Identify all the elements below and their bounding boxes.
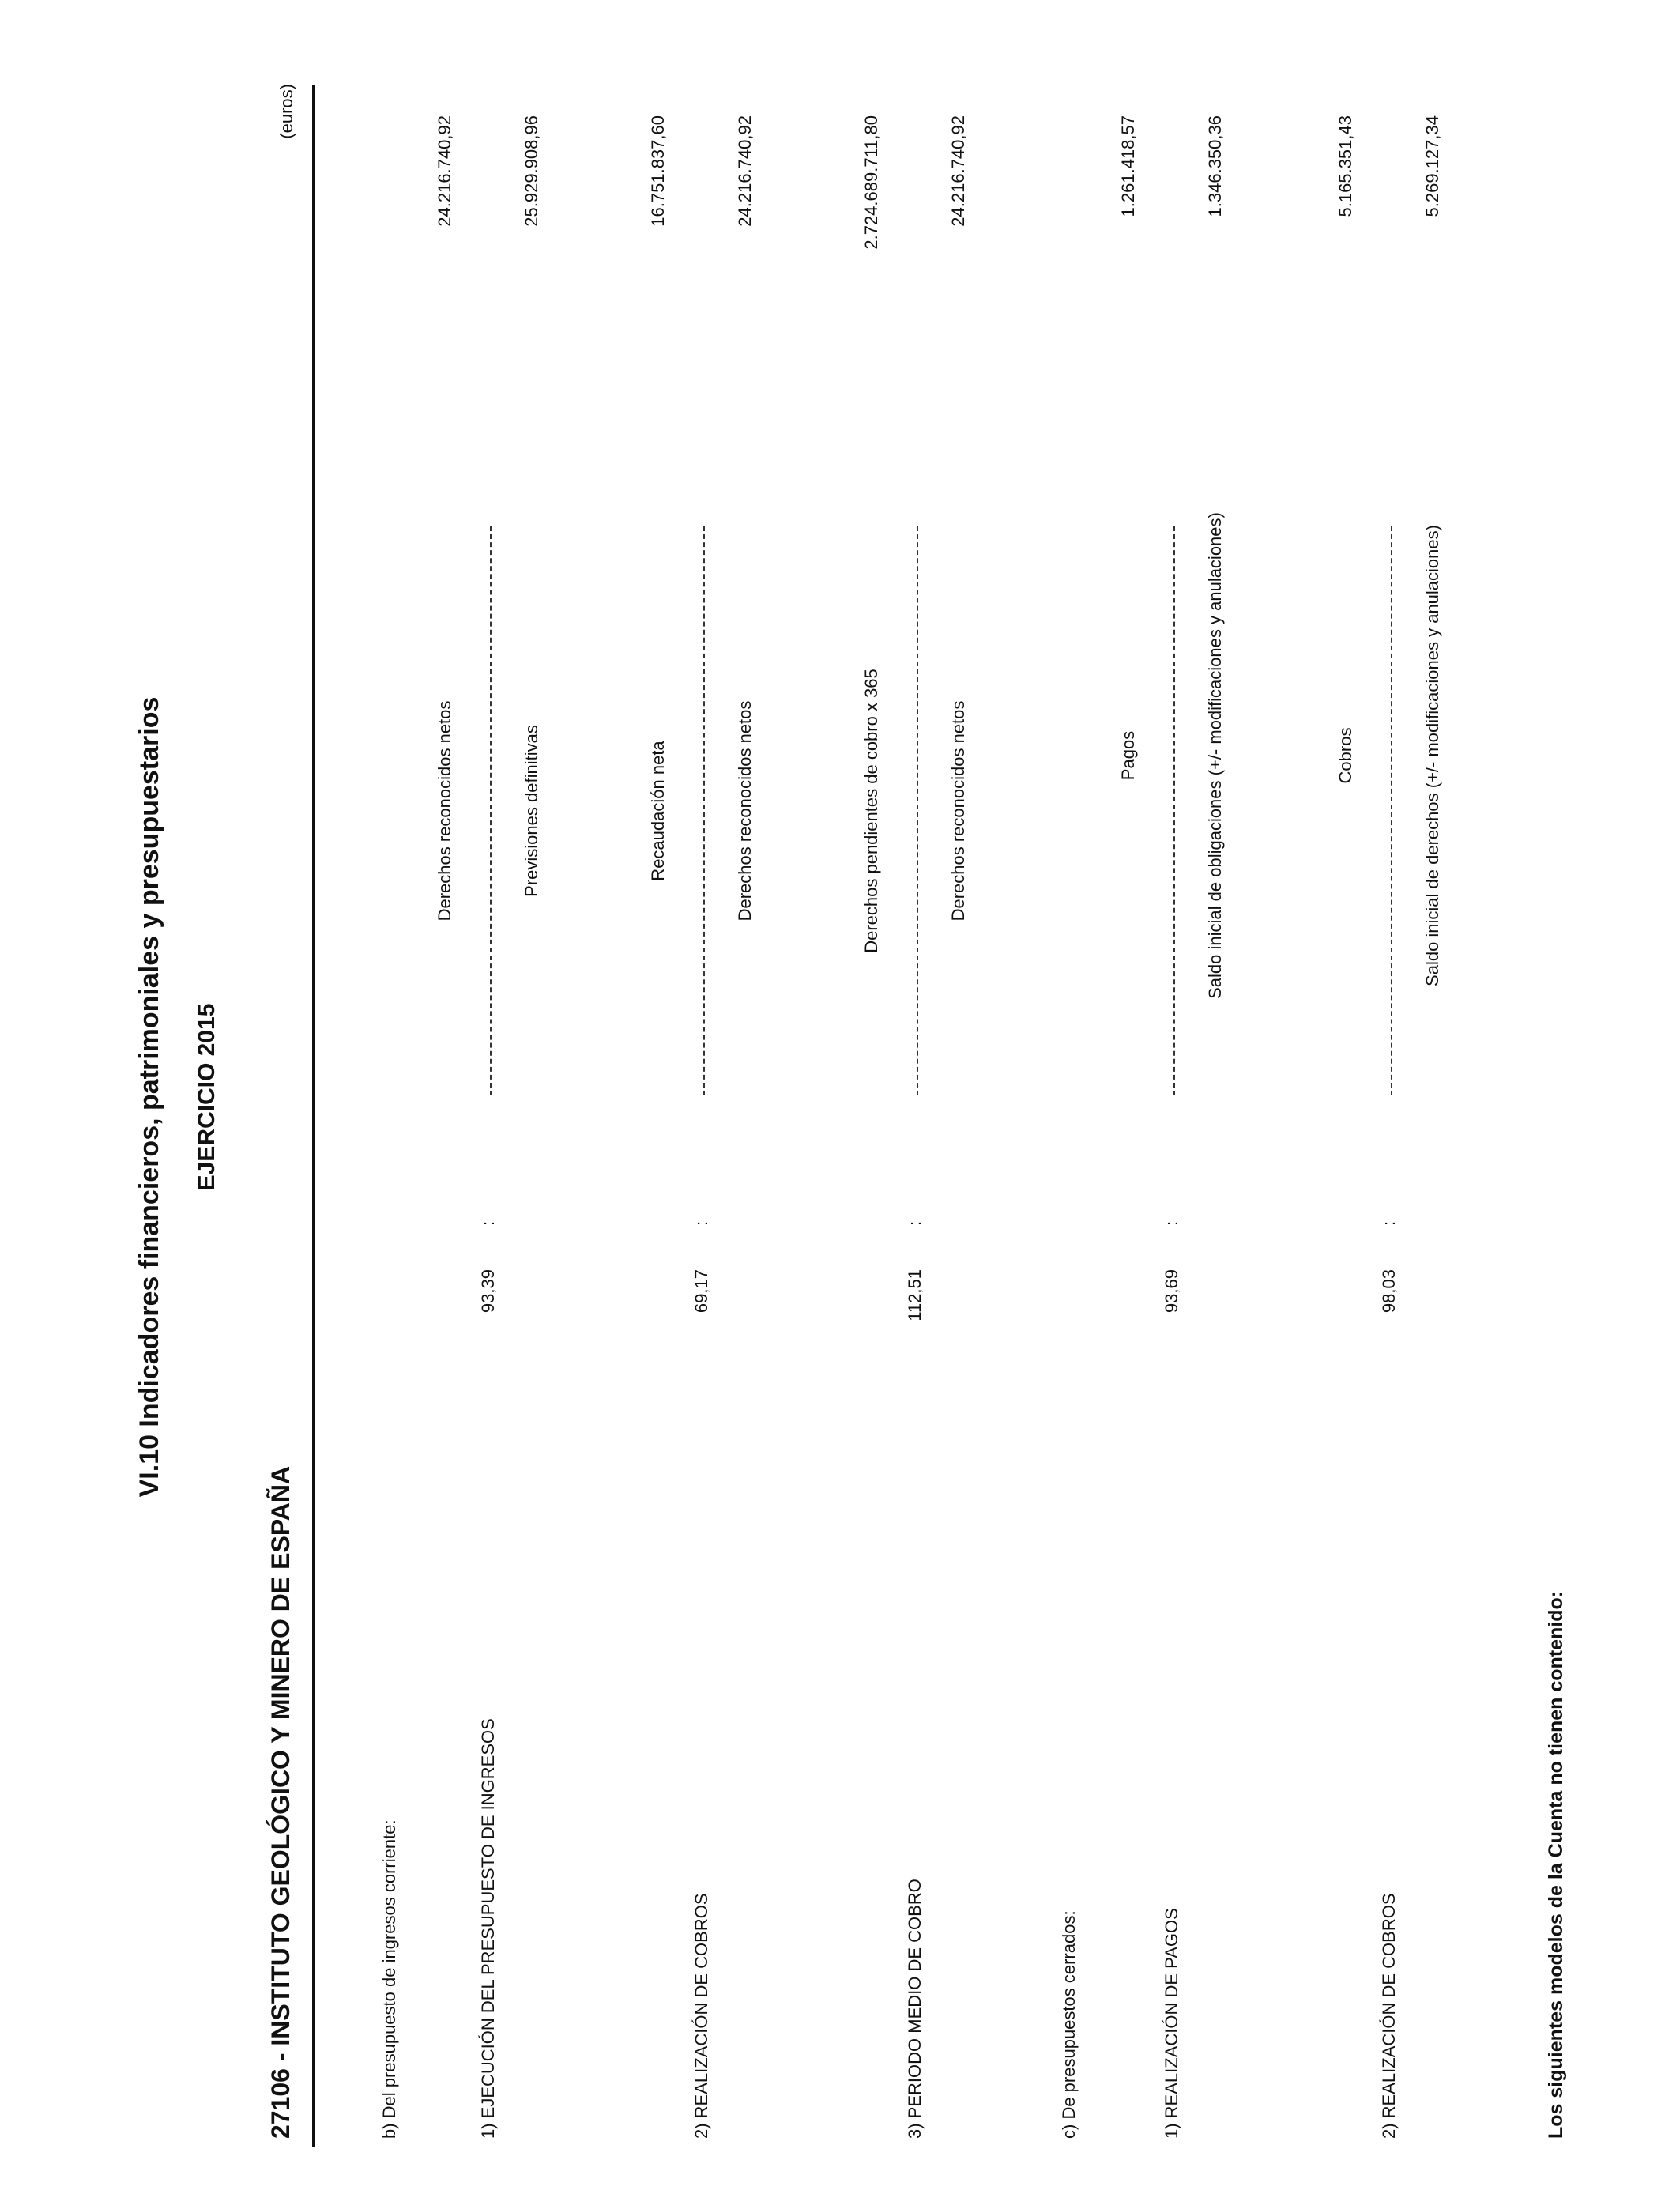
footer-note: Los siguientes modelos de la Cuenta no tienen contenido: [1545, 1590, 1567, 2139]
numerator-label: Pagos [1118, 730, 1138, 781]
indicator-label: 3) PERIODO MEDIO DE COBRO [905, 1879, 925, 2139]
indicator-value: 112,51 [905, 1269, 925, 1321]
numerator-label: Derechos pendientes de cobro x 365 [861, 669, 881, 953]
section-c-heading: c) De presupuestos cerrados: [1059, 1910, 1079, 2139]
indicator-label: 1) REALIZACIÓN DE PAGOS [1162, 1908, 1181, 2139]
indicator-value: 69,17 [691, 1269, 711, 1314]
denominator-amount: 25.929.908,96 [522, 115, 541, 227]
numerator-label: Derechos reconocidos netos [435, 700, 454, 922]
fraction-line [703, 526, 705, 1095]
indicator-colon: : [1379, 1220, 1399, 1226]
fraction-line [490, 526, 492, 1095]
denominator-amount: 24.216.740,92 [735, 115, 755, 227]
denominator-amount: 24.216.740,92 [948, 115, 968, 227]
numerator-label: Recaudación neta [648, 741, 668, 881]
denominator-amount: 1.346.350,36 [1205, 115, 1225, 217]
indicator-label: 2) REALIZACIÓN DE COBROS [691, 1893, 711, 2139]
denominator-label: Derechos reconocidos netos [948, 700, 968, 922]
numerator-label: Cobros [1335, 727, 1355, 784]
section-b-heading: b) Del presupuesto de ingresos corriente: [379, 1819, 399, 2139]
indicator-label: 1) EJECUCIÓN DEL PRESUPUESTO DE INGRESOS [478, 1718, 498, 2139]
entity-name: 27106 - INSTITUTO GEOLÓGICO Y MINERO DE ESPAÑA [266, 1465, 295, 2139]
indicator-colon: : [905, 1220, 925, 1226]
denominator-amount: 5.269.127,34 [1422, 115, 1442, 217]
denominator-label: Saldo inicial de derechos (+/- modificaciones y anulaciones) [1422, 525, 1442, 986]
fraction-line [1173, 526, 1175, 1095]
indicator-value: 93,39 [478, 1269, 498, 1314]
fraction-line [917, 526, 918, 1095]
numerator-amount: 16.751.837,60 [648, 115, 668, 227]
indicator-colon: : [1162, 1220, 1181, 1226]
indicator-colon: : [691, 1220, 711, 1226]
denominator-label: Saldo inicial de obligaciones (+/- modificaciones y anulaciones) [1205, 512, 1225, 999]
indicator-label: 2) REALIZACIÓN DE COBROS [1379, 1893, 1399, 2139]
numerator-amount: 5.165.351,43 [1335, 115, 1355, 217]
exercise-subtitle: EJERCICIO 2015 [194, 1003, 220, 1191]
numerator-amount: 24.216.740,92 [435, 115, 454, 227]
units-label: (euros) [277, 84, 296, 139]
numerator-amount: 2.724.689.711,80 [861, 115, 881, 250]
numerator-amount: 1.261.418,57 [1118, 115, 1138, 217]
denominator-label: Derechos reconocidos netos [735, 700, 755, 922]
page-title: VI.10 Indicadores financieros, patrimoniales y presupuestarios [134, 696, 164, 1498]
fraction-line [1391, 526, 1392, 1095]
header-rule [312, 85, 315, 2147]
denominator-label: Previsiones definitivas [522, 725, 541, 897]
indicator-value: 98,03 [1379, 1269, 1399, 1314]
indicator-colon: : [478, 1220, 498, 1226]
indicator-value: 93,69 [1162, 1269, 1181, 1314]
